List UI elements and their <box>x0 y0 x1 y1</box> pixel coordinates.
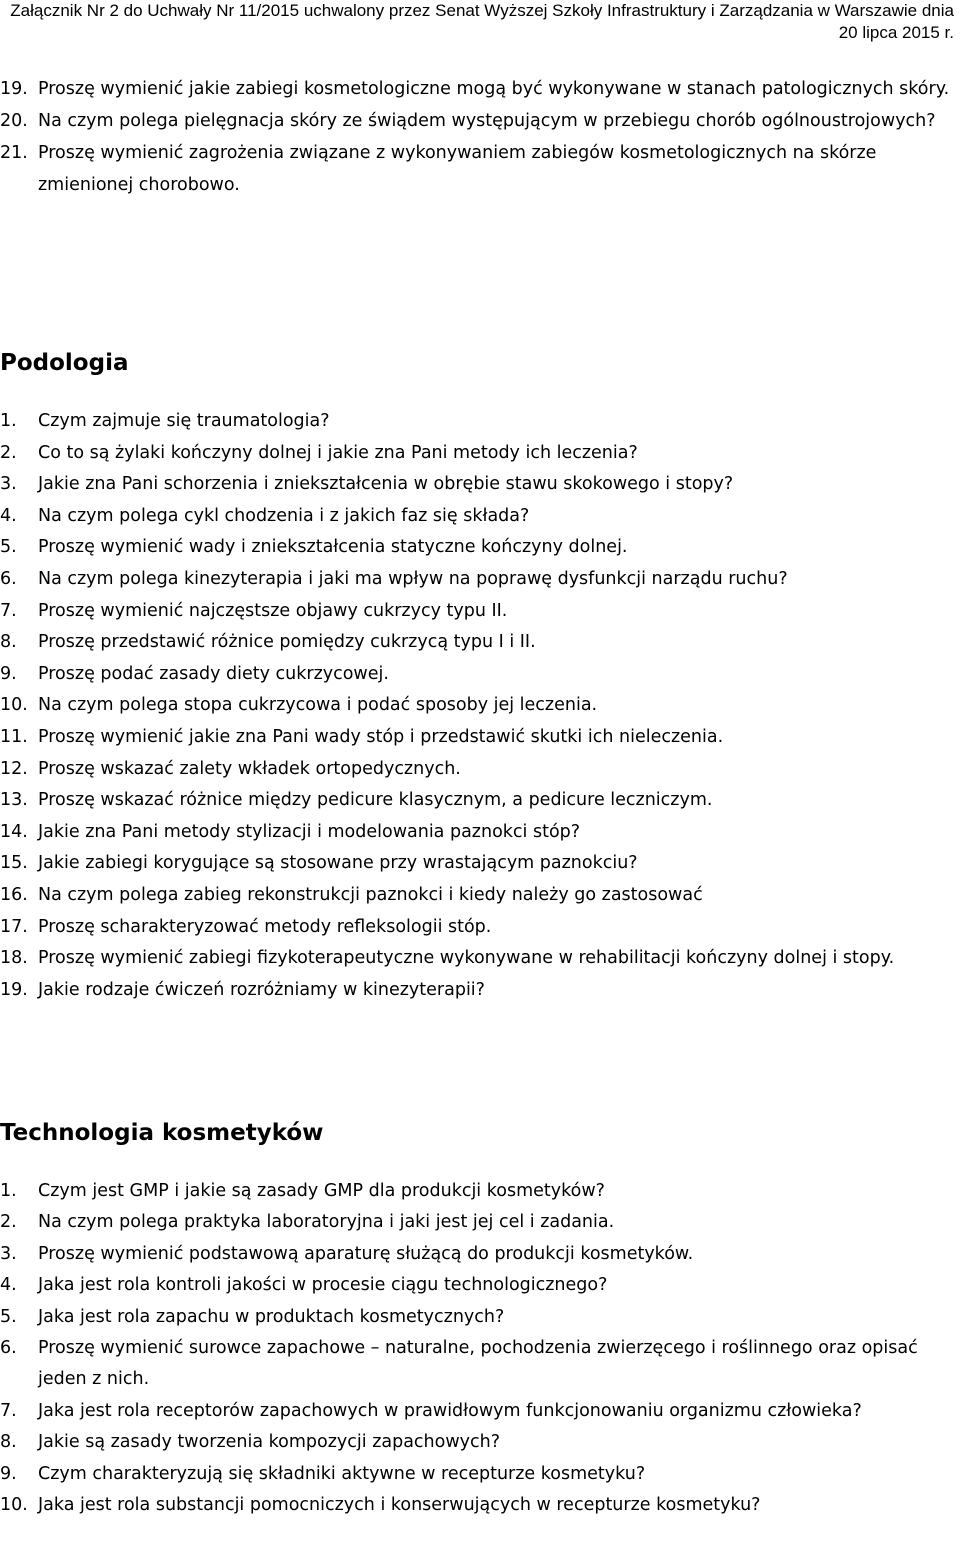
item-text: Proszę wskazać zalety wkładek ortopedycznych. <box>38 758 461 779</box>
item-number: 6. <box>0 568 17 589</box>
list-item <box>0 438 960 470</box>
item-number: 7. <box>0 600 17 621</box>
list-item <box>0 785 960 817</box>
item-text: Proszę wymienić wady i zniekształcenia statyczne kończyny dolnej. <box>38 537 628 558</box>
item-number: 2. <box>0 1212 17 1233</box>
list-item <box>0 754 960 786</box>
list-item <box>0 880 960 912</box>
item-text: Czym jest GMP i jakie są zasady GMP dla produkcji kosmetyków? <box>38 1181 605 1201</box>
list-item <box>0 627 960 659</box>
item-number: 19. <box>0 979 28 1000</box>
item-number: 10. <box>0 1495 28 1516</box>
item-text: Proszę podać zasady diety cukrzycowej. <box>38 663 389 684</box>
list-item <box>0 1333 960 1396</box>
item-number: 2. <box>0 442 17 463</box>
list-item <box>0 469 960 501</box>
item-text: Jaka jest rola substancji pomocniczych i konserwujących w recepturze kosmetyku? <box>38 1495 761 1516</box>
item-number: 15. <box>0 853 28 874</box>
list-item <box>0 943 960 975</box>
item-number: 1. <box>0 1181 17 1201</box>
item-number: 8. <box>0 1432 17 1453</box>
item-number: 13. <box>0 790 28 811</box>
list-item <box>0 1427 960 1458</box>
list-item <box>0 722 960 754</box>
item-text: Proszę wymienić surowce zapachowe – naturalne, pochodzenia zwierzęcego i roślinnego oraz opisać jeden z nich. <box>38 1338 918 1390</box>
list-item <box>0 137 960 201</box>
item-number: 6. <box>0 1338 17 1359</box>
item-number: 12. <box>0 758 28 779</box>
item-number: 1. <box>0 411 17 431</box>
question-list-continued <box>0 73 960 201</box>
list-item <box>0 73 960 105</box>
item-text: Proszę wymienić zagrożenia związane z wykonywaniem zabiegów kosmetologicznych na skórze zmienionej chorobowo. <box>38 143 877 195</box>
item-text: Na czym polega stopa cukrzycowa i podać sposoby jej leczenia. <box>38 695 598 716</box>
item-number: 5. <box>0 1306 17 1327</box>
section-title-podologia: Podologia <box>0 350 129 376</box>
item-number: 11. <box>0 726 28 747</box>
list-item <box>0 564 960 596</box>
item-text: Na czym polega zabieg rekonstrukcji paznokci i kiedy należy go zastosować <box>38 884 703 905</box>
list-item <box>0 1207 960 1238</box>
item-text: Na czym polega praktyka laboratoryjna i jaki jest jej cel i zadania. <box>38 1212 615 1233</box>
item-number: 9. <box>0 1463 17 1484</box>
list-item <box>0 690 960 722</box>
item-number: 20. <box>0 111 28 131</box>
list-item <box>0 975 960 1007</box>
item-number: 17. <box>0 916 28 937</box>
list-item <box>0 1396 960 1427</box>
item-text: Na czym polega cykl chodzenia i z jakich faz się składa? <box>38 505 530 526</box>
item-text: Jaka jest rola zapachu w produktach kosmetycznych? <box>38 1306 505 1327</box>
item-text: Proszę wskazać różnice między pedicure klasycznym, a pedicure leczniczym. <box>38 790 713 811</box>
item-number: 5. <box>0 537 17 558</box>
item-number: 4. <box>0 505 17 526</box>
item-text: Jakie zna Pani schorzenia i zniekształcenia w obrębie stawu skokowego i stopy? <box>38 474 734 495</box>
list-item <box>0 848 960 880</box>
list-item <box>0 1270 960 1301</box>
item-text: Jaka jest rola kontroli jakości w procesie ciągu technologicznego? <box>38 1275 608 1296</box>
item-number: 8. <box>0 632 17 653</box>
item-text: Proszę wymienić jakie zabiegi kosmetologiczne mogą być wykonywane w stanach patologicznych skóry. <box>38 79 950 99</box>
item-text: Na czym polega pielęgnacja skóry ze świądem występującym w przebiegu chorób ogólnoustrojowych? <box>38 111 936 131</box>
item-text: Proszę wymienić jakie zna Pani wady stóp i przedstawić skutki ich nieleczenia. <box>38 726 724 747</box>
list-item <box>0 532 960 564</box>
item-number: 19. <box>0 79 28 99</box>
item-text: Na czym polega kinezyterapia i jaki ma wpływ na poprawę dysfunkcji narządu ruchu? <box>38 568 788 589</box>
item-number: 16. <box>0 884 28 905</box>
list-item <box>0 1302 960 1333</box>
item-number: 3. <box>0 474 17 495</box>
item-text: Jakie zabiegi korygujące są stosowane przy wrastającym paznokciu? <box>38 853 638 874</box>
item-number: 9. <box>0 663 17 684</box>
item-text: Proszę wymienić podstawową aparaturę służącą do produkcji kosmetyków. <box>38 1243 694 1264</box>
list-item <box>0 1490 960 1521</box>
header-line-1: Załącznik Nr 2 do Uchwały Nr 11/2015 uchwalony przez Senat Wyższej Szkoły Infrastruktury i Zarządzania w Warszawie dnia <box>10 1 954 20</box>
list-item <box>0 501 960 533</box>
item-text: Co to są żylaki kończyny dolnej i jakie zna Pani metody ich leczenia? <box>38 442 638 463</box>
list-item <box>0 1239 960 1270</box>
item-text: Czym zajmuje się traumatologia? <box>38 411 330 431</box>
section-title-technologia: Technologia kosmetyków <box>0 1120 324 1146</box>
item-number: 10. <box>0 695 28 716</box>
question-list-podologia <box>0 406 960 1006</box>
list-item <box>0 659 960 691</box>
item-number: 18. <box>0 948 28 969</box>
item-text: Czym charakteryzują się składniki aktywne w recepturze kosmetyku? <box>38 1463 646 1484</box>
item-text: Jaka jest rola receptorów zapachowych w prawidłowym funkcjonowaniu organizmu człowieka? <box>38 1400 862 1421</box>
item-text: Proszę wymienić najczęstsze objawy cukrzycy typu II. <box>38 600 508 621</box>
list-item <box>0 817 960 849</box>
item-text: Jakie rodzaje ćwiczeń rozróżniamy w kinezyterapii? <box>38 979 485 1000</box>
list-item <box>0 1176 960 1207</box>
document-header <box>10 0 954 44</box>
list-item <box>0 406 960 438</box>
list-item <box>0 105 960 137</box>
item-text: Proszę wymienić zabiegi fizykoterapeutyczne wykonywane w rehabilitacji kończyny dolnej i stopy. <box>38 948 895 969</box>
header-line-2: 20 lipca 2015 r. <box>838 23 954 42</box>
item-number: 21. <box>0 143 28 163</box>
item-text: Jakie zna Pani metody stylizacji i modelowania paznokci stóp? <box>38 821 581 842</box>
item-number: 3. <box>0 1243 17 1264</box>
item-number: 14. <box>0 821 28 842</box>
item-number: 4. <box>0 1275 17 1296</box>
item-text: Proszę scharakteryzować metody refleksologii stóp. <box>38 916 492 937</box>
list-item <box>0 912 960 944</box>
list-item <box>0 596 960 628</box>
item-text: Jakie są zasady tworzenia kompozycji zapachowych? <box>38 1432 501 1453</box>
item-number: 7. <box>0 1400 17 1421</box>
question-list-technologia <box>0 1176 960 1521</box>
item-text: Proszę przedstawić różnice pomiędzy cukrzycą typu I i II. <box>38 632 536 653</box>
list-item <box>0 1459 960 1490</box>
